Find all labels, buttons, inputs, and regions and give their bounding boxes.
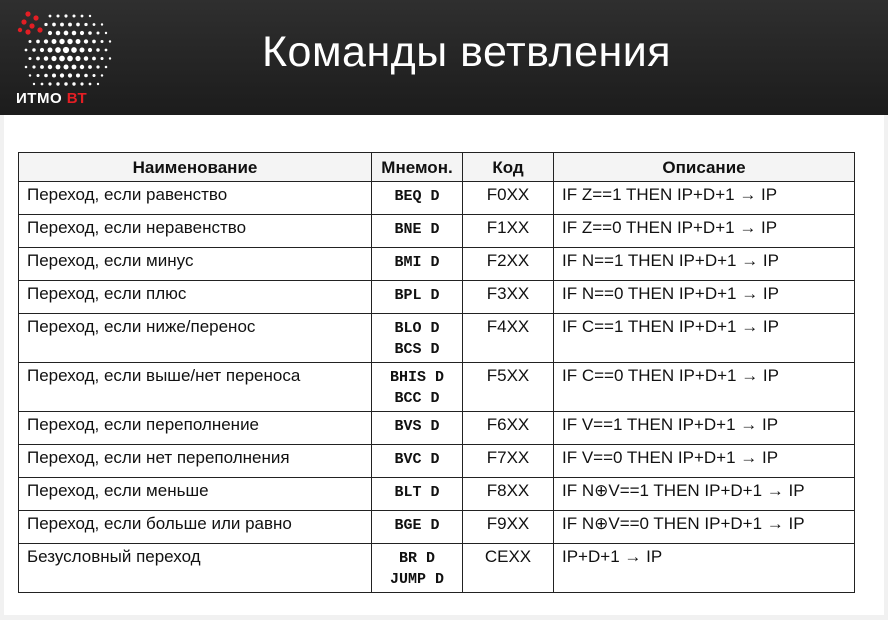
table-row <box>19 182 855 215</box>
command-description: IF N⊕V==1 THEN IP+D+1 → IP <box>554 478 855 511</box>
table-row <box>19 445 855 478</box>
command-description: IF C==1 THEN IP+D+1 → IP <box>554 314 855 363</box>
command-name: Переход, если меньше <box>19 478 372 511</box>
table-row <box>19 511 855 544</box>
command-mnemonic-cell <box>372 445 463 478</box>
table-row <box>19 478 855 511</box>
column-header-code: Код <box>463 153 554 182</box>
command-description: IF Z==0 THEN IP+D+1 → IP <box>554 215 855 248</box>
command-mnemonic: BNE D <box>394 221 440 238</box>
table-row <box>19 544 855 593</box>
page-title: Команды ветвления <box>262 28 672 76</box>
command-name: Переход, если переполнение <box>19 412 372 445</box>
logo-text: ИТМО ВТ <box>16 90 88 107</box>
command-code: F7XX <box>463 445 554 478</box>
command-mnemonic: BR D <box>398 550 435 567</box>
command-mnemonic: BPL D <box>394 287 440 304</box>
command-code: F4XX <box>463 314 554 363</box>
command-code: F9XX <box>463 511 554 544</box>
command-name: Переход, если больше или равно <box>19 511 372 544</box>
command-mnemonic-cell <box>372 281 463 314</box>
command-code: F0XX <box>463 182 554 215</box>
command-description: IP+D+1 → IP <box>554 544 855 593</box>
command-code: F8XX <box>463 478 554 511</box>
column-header-description: Описание <box>554 153 855 182</box>
command-mnemonic: BEQ D <box>394 188 440 205</box>
table-row <box>19 215 855 248</box>
command-mnemonic: BVS D <box>394 418 440 435</box>
table-row <box>19 281 855 314</box>
command-description: IF N==0 THEN IP+D+1 → IP <box>554 281 855 314</box>
command-name: Переход, если плюс <box>19 281 372 314</box>
column-header-mnemonic: Мнемон. <box>372 153 463 182</box>
command-mnemonic: BHIS D <box>389 369 444 386</box>
command-mnemonic-cell <box>372 511 463 544</box>
command-code: F1XX <box>463 215 554 248</box>
command-mnemonic-cell <box>372 478 463 511</box>
command-name: Переход, если ниже/перенос <box>19 314 372 363</box>
command-name: Переход, если нет переполнения <box>19 445 372 478</box>
command-code: F6XX <box>463 412 554 445</box>
command-mnemonic-cell <box>372 182 463 215</box>
command-mnemonic-cell <box>372 248 463 281</box>
command-code: F2XX <box>463 248 554 281</box>
command-mnemonic-cell <box>372 314 463 363</box>
command-description: IF Z==1 THEN IP+D+1 → IP <box>554 182 855 215</box>
command-description: IF N⊕V==0 THEN IP+D+1 → IP <box>554 511 855 544</box>
command-description: IF N==1 THEN IP+D+1 → IP <box>554 248 855 281</box>
command-mnemonic: BLO D <box>394 320 440 337</box>
command-mnemonic: BLT D <box>394 484 440 501</box>
command-code: F5XX <box>463 363 554 412</box>
table-row <box>19 314 855 363</box>
command-name: Переход, если неравенство <box>19 215 372 248</box>
command-description: IF V==0 THEN IP+D+1 → IP <box>554 445 855 478</box>
table-row <box>19 412 855 445</box>
command-mnemonic: BCS D <box>394 341 440 358</box>
command-mnemonic: BGE D <box>394 517 440 534</box>
column-header-name: Наименование <box>19 153 372 182</box>
command-mnemonic-cell <box>372 544 463 593</box>
branch-commands-table <box>18 152 855 593</box>
table-row <box>19 363 855 412</box>
table-header-row <box>19 153 855 182</box>
command-mnemonic: BVC D <box>394 451 440 468</box>
command-mnemonic: BMI D <box>394 254 440 271</box>
command-mnemonic: JUMP D <box>389 571 444 588</box>
command-name: Переход, если минус <box>19 248 372 281</box>
command-name: Переход, если выше/нет переноса <box>19 363 372 412</box>
command-name: Переход, если равенство <box>19 182 372 215</box>
command-code: F3XX <box>463 281 554 314</box>
slide-header <box>0 0 888 115</box>
command-mnemonic-cell <box>372 215 463 248</box>
table-row <box>19 248 855 281</box>
command-name: Безусловный переход <box>19 544 372 593</box>
command-mnemonic-cell <box>372 412 463 445</box>
command-description: IF C==0 THEN IP+D+1 → IP <box>554 363 855 412</box>
command-description: IF V==1 THEN IP+D+1 → IP <box>554 412 855 445</box>
command-code: CEXX <box>463 544 554 593</box>
command-mnemonic-cell <box>372 363 463 412</box>
command-mnemonic: BCC D <box>394 390 440 407</box>
